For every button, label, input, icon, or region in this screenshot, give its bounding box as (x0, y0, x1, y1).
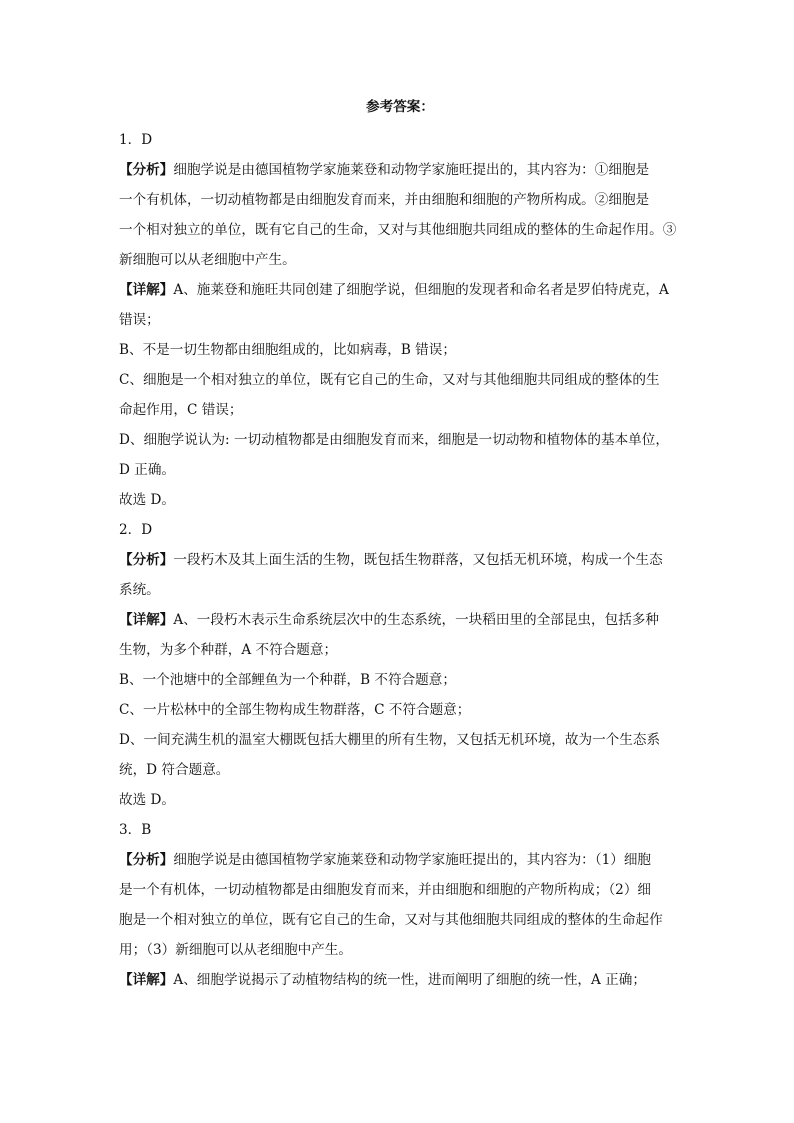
analysis-tag: 【分析】 (119, 852, 174, 868)
analysis-line: 胞是一个相对独立的单位，既有它自己的生命，又对与其他细胞共同组成的整体的生命起作 (119, 912, 663, 928)
analysis-text: 细胞学说是由德国植物学家施莱登和动物学家施旺提出的，其内容为：（1）细胞 (173, 852, 652, 868)
detail-line: 命起作用，C 错误； (119, 402, 243, 418)
detail-line (119, 965, 681, 995)
analysis-line: 用；（3）新细胞可以从老细胞中产生。 (119, 942, 352, 958)
answer-content (119, 95, 681, 995)
page-title: 参考答案： (366, 99, 434, 115)
analysis-line: 系统。 (119, 582, 160, 598)
analysis-line: 一个相对独立的单位，既有它自己的生命，又对与其他细胞共同组成的整体的生命起作用。③ (119, 222, 677, 238)
question-1 (119, 125, 681, 515)
analysis-tag: 【分析】 (119, 552, 174, 568)
question-number: 1．D (119, 132, 153, 148)
analysis-line (119, 155, 681, 185)
analysis-tag: 【分析】 (119, 162, 174, 178)
detail-tag: 【详解】 (119, 612, 174, 628)
detail-line: C、细胞是一个相对独立的单位，既有它自己的生命，又对与其他细胞共同组成的整体的生 (119, 372, 660, 388)
question-3 (119, 815, 681, 995)
question-2 (119, 515, 681, 815)
detail-tag: 【详解】 (119, 972, 174, 988)
detail-line: D、细胞学说认为: 一切动植物都是由细胞发育而来，细胞是一切动物和植物体的基本单位， (119, 432, 669, 448)
detail-line: B、一个池塘中的全部鲤鱼为一个种群，B 不符合题意； (119, 672, 456, 688)
detail-line: D、一间充满生机的温室大棚既包括大棚里的所有生物，又包括无机环境，故为一个生态系 (119, 732, 661, 748)
detail-line: 错误； (119, 312, 160, 328)
question-number: 3．B (119, 822, 152, 838)
analysis-line: 是一个有机体，一切动植物都是由细胞发育而来，并由细胞和细胞的产物所构成；（2）细 (119, 882, 652, 898)
detail-line (119, 275, 681, 305)
detail-line: B、不是一切生物都由细胞组成的，比如病毒，B 错误； (119, 342, 456, 358)
detail-line: D 正确。 (119, 462, 176, 478)
detail-line (119, 605, 681, 635)
detail-line: 故选 D。 (119, 492, 176, 508)
detail-text: A、施莱登和施旺共同创建了细胞学说，但细胞的发现者和命名者是罗伯特虎克，A (173, 282, 669, 298)
analysis-line: 一个有机体，一切动植物都是由细胞发育而来，并由细胞和细胞的产物所构成。②细胞是 (119, 192, 650, 208)
detail-line: 统，D 符合题意。 (119, 762, 230, 778)
analysis-line (119, 845, 681, 875)
detail-text: A、细胞学说揭示了动植物结构的统一性，进而阐明了细胞的统一性，A 正确； (173, 972, 646, 988)
detail-line: C、一片松林中的全部生物构成生物群落，C 不符合题意； (119, 702, 471, 718)
detail-line: 生物，为多个种群，A 不符合题意； (119, 642, 338, 658)
detail-text: A、一段朽木表示生命系统层次中的生态系统，一块稻田里的全部昆虫，包括多种 (173, 612, 659, 628)
detail-line: 故选 D。 (119, 792, 176, 808)
analysis-line (119, 545, 681, 575)
analysis-text: 一段朽木及其上面生活的生物，既包括生物群落，又包括无机环境，构成一个生态 (173, 552, 663, 568)
detail-tag: 【详解】 (119, 282, 174, 298)
question-number: 2．D (119, 522, 153, 538)
analysis-text: 细胞学说是由德国植物学家施莱登和动物学家施旺提出的，其内容为：①细胞是 (173, 162, 650, 178)
analysis-line: 新细胞可以从老细胞中产生。 (119, 252, 296, 268)
